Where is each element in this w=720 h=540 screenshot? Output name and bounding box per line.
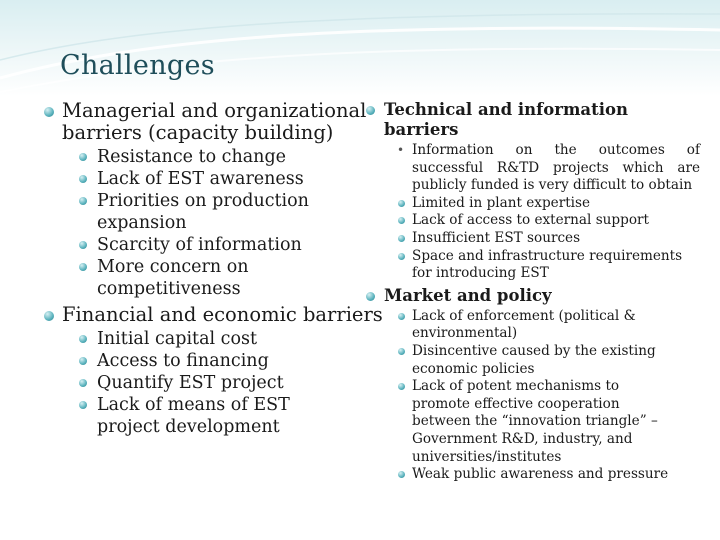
list-item-text: More concern on competitiveness — [97, 257, 249, 299]
bullet-icon — [79, 241, 87, 249]
left-heading-2-text: Financial and economic barriers — [62, 303, 383, 326]
bullet-icon — [398, 235, 405, 242]
left-column — [44, 99, 383, 438]
list-item — [365, 142, 700, 195]
list-item — [365, 195, 700, 213]
bullet-icon — [79, 153, 87, 161]
list-item — [44, 190, 374, 234]
list-item-text: Lack of means of EST project development — [97, 395, 290, 437]
list-item — [44, 328, 374, 350]
list-item — [44, 394, 374, 438]
list-item — [365, 248, 700, 283]
list-item — [365, 466, 700, 484]
list-item — [44, 168, 374, 190]
right-column — [365, 100, 700, 484]
bullet-icon — [398, 253, 405, 260]
list-item — [44, 146, 374, 168]
right-heading-2-text: Market and policy — [384, 285, 552, 305]
bullet-icon — [398, 313, 405, 320]
left-heading-managerial — [44, 100, 374, 144]
small-bullet-icon: • — [397, 143, 405, 157]
list-item-text: Resistance to change — [97, 147, 287, 167]
list-item-text: Lack of potent mechanisms to promote effective cooperation between the “innovation triangle” – Government R&D, industry, and universities/institutes — [412, 378, 658, 465]
list-item-text: Lack of enforcement (political & environmental) — [412, 307, 636, 342]
list-item-text: Space and infrastructure requirements for introducing EST — [412, 247, 683, 282]
bullet-icon — [366, 292, 375, 301]
right-heading-technical — [365, 100, 700, 140]
right-heading-market — [365, 286, 700, 306]
bullet-icon — [79, 175, 87, 183]
left-heading-1-text: Managerial and organizational barriers (capacity building) — [62, 99, 367, 144]
bullet-icon — [398, 348, 405, 355]
bullet-icon — [79, 401, 87, 409]
list-item-text: Scarcity of information — [97, 235, 302, 255]
list-item-text: Priorities on production expansion — [97, 191, 309, 233]
bullet-icon — [79, 263, 87, 271]
list-item-text: Insufficient EST sources — [412, 229, 581, 246]
bullet-icon — [398, 217, 405, 224]
list-item — [365, 343, 700, 378]
list-item — [365, 378, 700, 466]
list-item — [365, 212, 700, 230]
left-heading-financial — [44, 303, 383, 326]
list-item — [365, 308, 700, 343]
list-item — [44, 256, 374, 300]
list-item-text: Lack of EST awareness — [97, 169, 304, 189]
bullet-icon — [79, 379, 87, 387]
list-item-text: Weak public awareness and pressure — [412, 466, 669, 483]
bullet-icon — [366, 106, 375, 115]
bullet-icon — [398, 383, 405, 390]
bullet-icon — [398, 200, 405, 207]
bullet-icon — [398, 471, 405, 478]
bullet-icon — [79, 335, 87, 343]
bullet-icon — [79, 357, 87, 365]
bullet-icon — [44, 311, 54, 321]
slide-title: Challenges — [60, 50, 215, 81]
right-heading-1-text: Technical and information barriers — [384, 100, 629, 139]
list-item-text: Quantify EST project — [97, 373, 284, 393]
list-item-text: Limited in plant expertise — [412, 194, 591, 211]
bullet-icon — [79, 197, 87, 205]
list-item-text: Lack of access to external support — [412, 212, 649, 229]
list-item-text: Access to financing — [97, 351, 269, 371]
list-item-text: Initial capital cost — [97, 329, 258, 349]
list-item-text: Information on the outcomes of successful R&TD projects which are publicly funded is very difficult to obtain — [412, 142, 700, 194]
list-item — [365, 230, 700, 248]
list-item-text: Disincentive caused by the existing economic policies — [412, 342, 656, 377]
list-item — [44, 372, 374, 394]
list-item — [44, 350, 374, 372]
list-item — [44, 234, 374, 256]
bullet-icon — [44, 107, 54, 117]
